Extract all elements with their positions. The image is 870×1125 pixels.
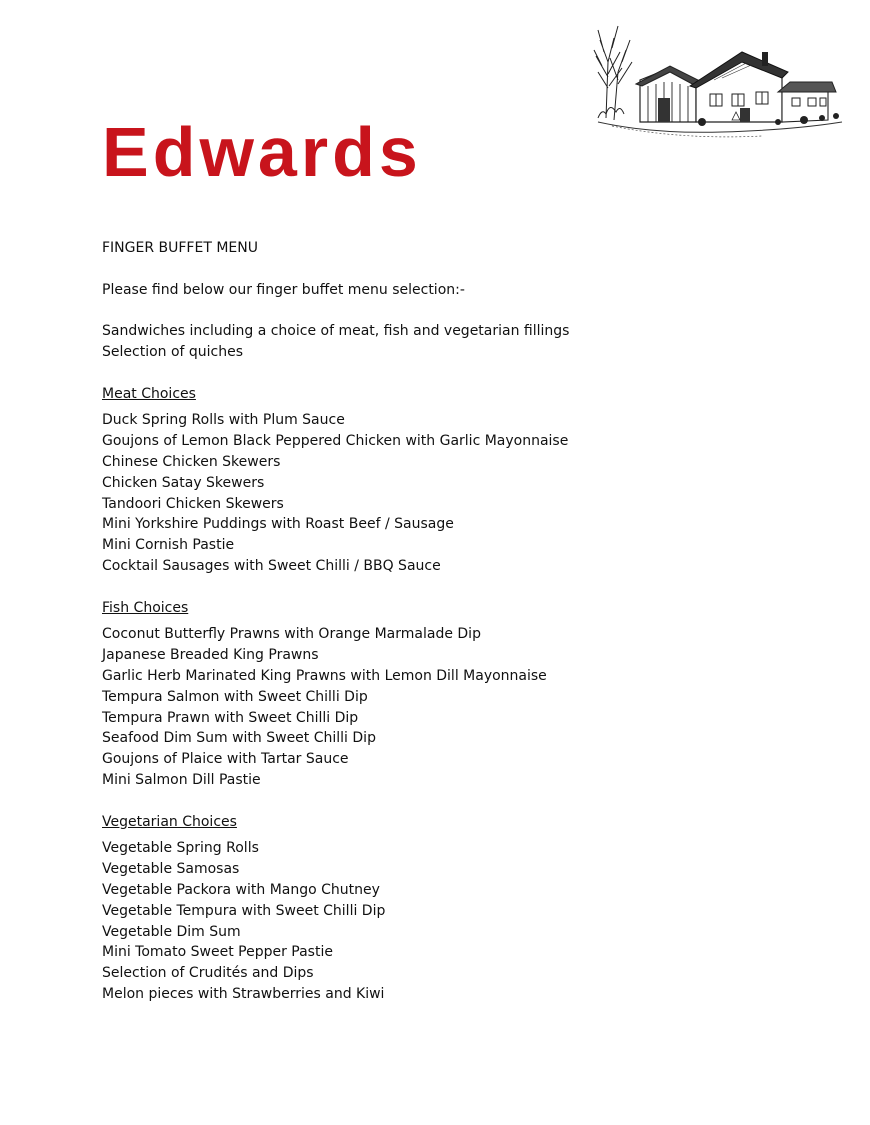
list-item: Selection of Crudités and Dips — [102, 965, 314, 982]
house-illustration — [592, 22, 846, 144]
list-item: Vegetable Samosas — [102, 861, 240, 878]
list-item: Duck Spring Rolls with Plum Sauce — [102, 412, 345, 429]
list-item: Mini Salmon Dill Pastie — [102, 771, 261, 788]
list-item: Vegetable Spring Rolls — [102, 840, 259, 857]
list-item: Coconut Butterfly Prawns with Orange Marmalade Dip — [102, 626, 481, 643]
list-item: Melon pieces with Strawberries and Kiwi — [102, 985, 385, 1002]
list-item: Vegetable Tempura with Sweet Chilli Dip — [102, 902, 386, 919]
list-item: Goujons of Plaice with Tartar Sauce — [102, 751, 349, 768]
general-item: Sandwiches including a choice of meat, fish and vegetarian fillings — [102, 323, 570, 340]
list-item: Vegetable Packora with Mango Chutney — [102, 881, 380, 898]
list-item: Mini Yorkshire Puddings with Roast Beef / Sausage — [102, 516, 454, 533]
list-item: Chinese Chicken Skewers — [102, 453, 281, 470]
list-item: Seafood Dim Sum with Sweet Chilli Dip — [102, 730, 376, 747]
brand-title: Edwards — [102, 113, 422, 191]
section-title-meat: Meat Choices — [102, 385, 196, 402]
list-item: Tempura Prawn with Sweet Chilli Dip — [102, 709, 359, 726]
fish-section — [102, 598, 802, 791]
list-item: Tandoori Chicken Skewers — [102, 495, 284, 512]
menu-title: FINGER BUFFET MENU — [102, 240, 258, 256]
section-title-vegetarian: Vegetarian Choices — [102, 813, 237, 830]
meat-section — [102, 384, 802, 577]
list-item: Mini Tomato Sweet Pepper Pastie — [102, 944, 333, 961]
menu-content — [102, 238, 802, 1005]
list-item: Japanese Breaded King Prawns — [102, 647, 319, 664]
menu-intro: Please find below our finger buffet menu selection:- — [102, 281, 465, 298]
list-item: Chicken Satay Skewers — [102, 474, 265, 491]
list-item: Mini Cornish Pastie — [102, 537, 235, 554]
list-item: Vegetable Dim Sum — [102, 923, 241, 940]
section-title-fish: Fish Choices — [102, 599, 189, 616]
list-item: Garlic Herb Marinated King Prawns with Lemon Dill Mayonnaise — [102, 667, 547, 684]
list-item: Tempura Salmon with Sweet Chilli Dip — [102, 688, 368, 705]
general-item: Selection of quiches — [102, 343, 244, 360]
vegetarian-section — [102, 812, 802, 1005]
list-item: Goujons of Lemon Black Peppered Chicken with Garlic Mayonnaise — [102, 433, 569, 450]
list-item: Cocktail Sausages with Sweet Chilli / BBQ Sauce — [102, 557, 441, 574]
